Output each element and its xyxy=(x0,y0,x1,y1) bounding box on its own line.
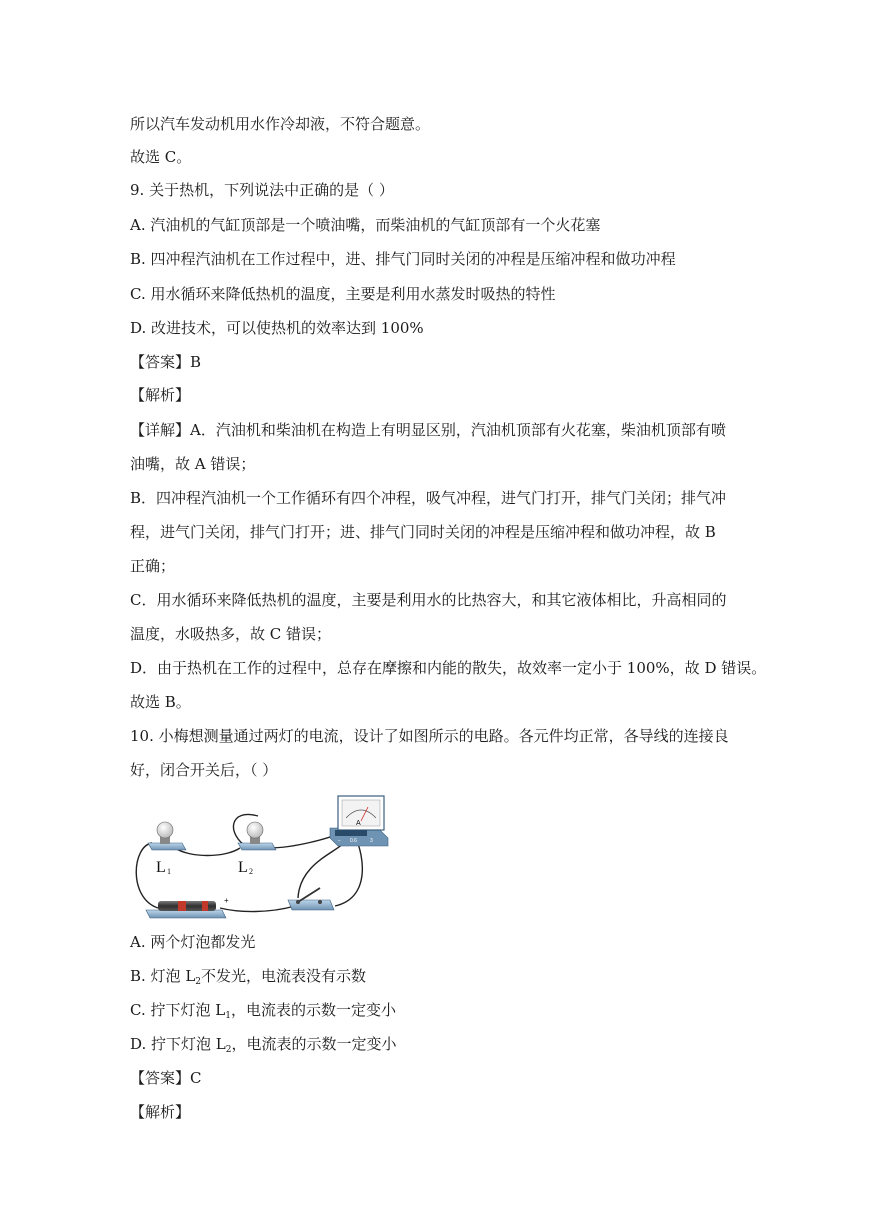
option-9d: D. 改进技术，可以使热机的效率达到 100% xyxy=(130,319,424,337)
question-10: 10. 小梅想测量通过两灯的电流，设计了如图所示的电路。各元件均正常，各导线的连接良 xyxy=(130,727,729,745)
question-10-cont: 好，闭合开关后，（ ） xyxy=(130,761,278,779)
meter-letter: A xyxy=(356,820,361,827)
option-text: 不发光，电流表没有示数 xyxy=(201,967,367,985)
option-9a: A. 汽油机的气缸顶部是一个喷油嘴，而柴油机的气缸顶部有一个火花塞 xyxy=(130,216,601,234)
detail-line: 油嘴，故 A 错误； xyxy=(130,455,256,473)
answer-10 xyxy=(130,1068,202,1088)
detail-line: 温度，水吸热多，故 C 错误； xyxy=(130,625,332,643)
option-text: D. 拧下灯泡 L xyxy=(130,1035,226,1053)
detail-line: C．用水循环来降低热机的温度，主要是利用水的比热容大，和其它液体相比，升高相同的 xyxy=(130,591,727,609)
option-text: C. 拧下灯泡 L xyxy=(130,1001,226,1019)
analysis-label: 【解析】 xyxy=(130,1103,191,1121)
answer-value: B xyxy=(190,353,202,371)
label-l2-sub: 2 xyxy=(249,867,253,876)
answer-label: 【答案】 xyxy=(130,1069,191,1087)
subscript: 2 xyxy=(195,977,202,987)
detail-line: 故选 B。 xyxy=(130,693,191,711)
option-10a: A. 两个灯泡都发光 xyxy=(130,933,256,951)
circuit-diagram xyxy=(130,788,392,923)
option-9b: B. 四冲程汽油机在工作过程中，进、排气门同时关闭的冲程是压缩冲程和做功冲程 xyxy=(130,250,676,268)
detail-line: D．由于热机在工作的过程中，总存在摩擦和内能的散失，故效率一定小于 100%，故 D 错误。 xyxy=(130,659,767,677)
ammeter xyxy=(330,796,388,846)
battery xyxy=(146,896,229,918)
option-text: B. 灯泡 L xyxy=(130,967,196,985)
label-l2: L xyxy=(238,859,248,876)
lamp-l2 xyxy=(238,822,276,876)
answer-label: 【答案】 xyxy=(130,353,191,371)
option-text: ，电流表的示数一定变小 xyxy=(230,1001,396,1019)
text-line: 所以汽车发动机用水作冷却液，不符合题意。 xyxy=(130,115,431,133)
label-l1-sub: 1 xyxy=(167,867,171,876)
label-l1: L xyxy=(156,859,166,876)
switch xyxy=(288,888,334,910)
subscript: 1 xyxy=(225,1011,231,1021)
option-10d xyxy=(130,1034,397,1060)
answer-value: C xyxy=(190,1069,202,1087)
answer-9 xyxy=(130,352,201,372)
text-line: 故选 C。 xyxy=(130,148,192,166)
option-10b xyxy=(130,966,366,992)
option-10c xyxy=(130,1000,396,1026)
option-text: ，电流表的示数一定变小 xyxy=(231,1035,397,1053)
detail-line: 正确； xyxy=(130,557,176,575)
meter-terminal-minus: − xyxy=(338,838,341,844)
analysis-label: 【解析】 xyxy=(130,386,191,404)
detail-line: B．四冲程汽油机一个工作循环有四个冲程，吸气冲程，进气门打开，排气门关闭；排气冲 xyxy=(130,489,727,507)
lamp-l1 xyxy=(148,822,186,876)
detail-line: 【详解】A．汽油机和柴油机在构造上有明显区别，汽油机顶部有火花塞，柴油机顶部有喷 xyxy=(130,421,726,439)
meter-terminal-right: 3 xyxy=(370,838,373,844)
question-9: 9. 关于热机，下列说法中正确的是（ ） xyxy=(130,181,394,199)
detail-line: 程，进气门关闭，排气门打开；进、排气门同时关闭的冲程是压缩冲程和做功冲程，故 B xyxy=(130,523,716,541)
meter-terminal-mid: 0.6 xyxy=(350,838,357,844)
battery-plus: + xyxy=(224,896,229,905)
subscript: 2 xyxy=(225,1045,232,1055)
option-9c: C. 用水循环来降低热机的温度，主要是利用水蒸发时吸热的特性 xyxy=(130,285,556,303)
